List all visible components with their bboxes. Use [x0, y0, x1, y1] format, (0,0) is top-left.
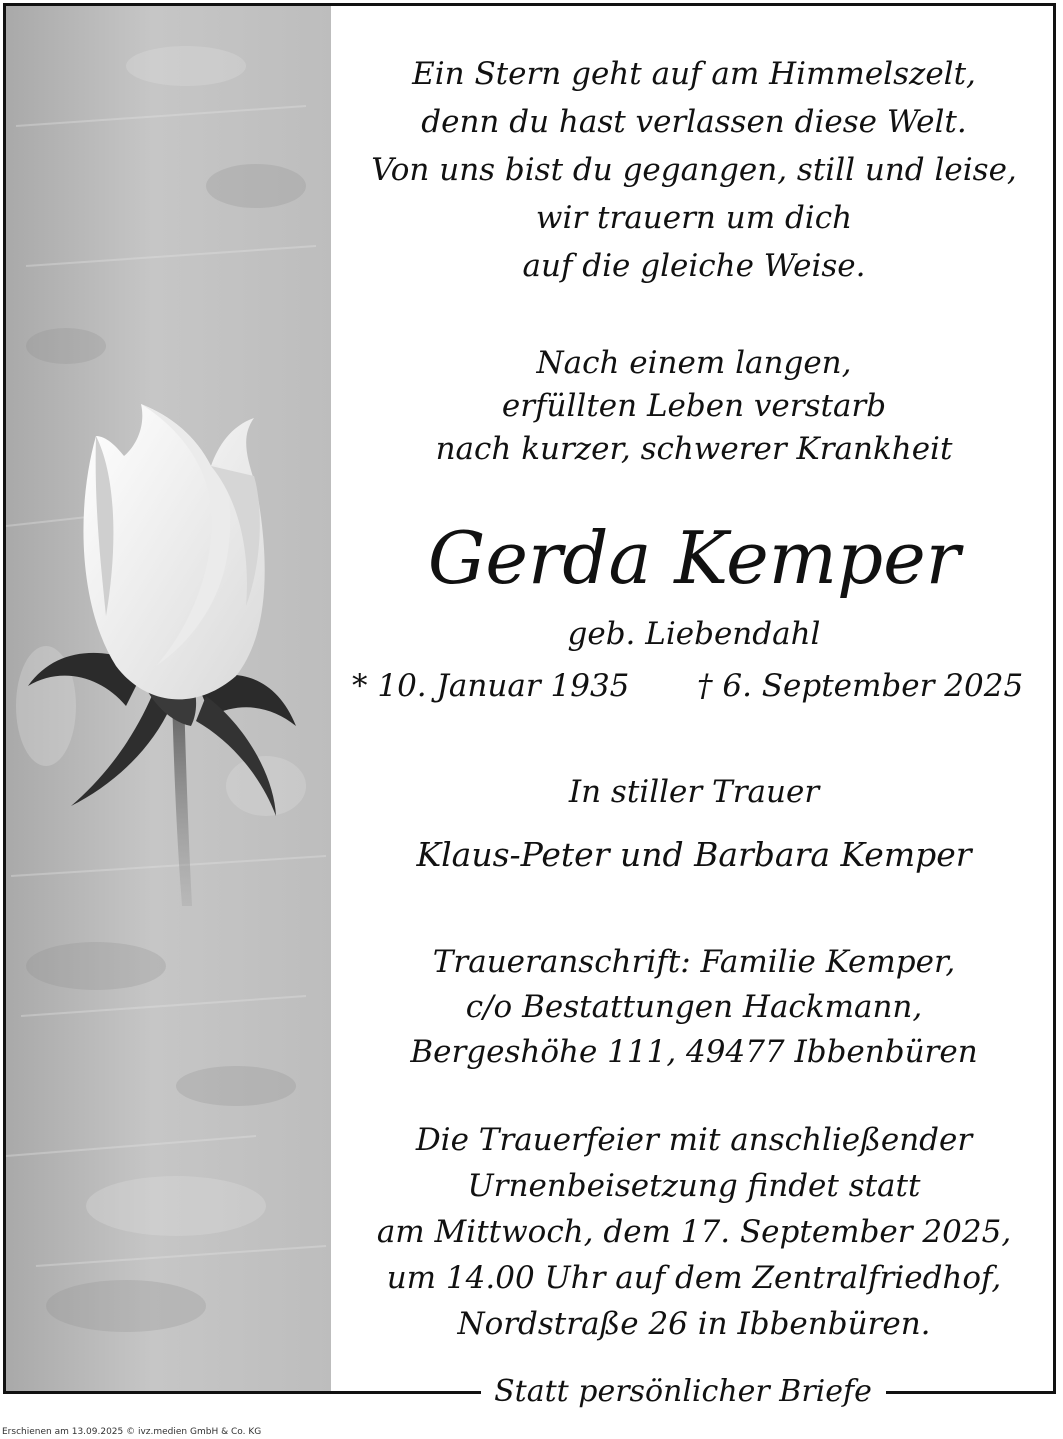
address-line: c/o Bestattungen Hackmann, — [465, 989, 923, 1025]
poem-line: Von uns bist du gegangen, still und leise, — [371, 152, 1017, 188]
ceremony-line: Nordstraße 26 in Ibbenbüren. — [457, 1306, 931, 1342]
ceremony-info — [332, 1117, 1056, 1347]
maiden-name: geb. Liebendahl — [567, 616, 821, 652]
footer-rule-right — [886, 1391, 1056, 1394]
white-rose-bud-icon — [6, 6, 331, 1393]
death-date: † 6. September 2025 — [697, 668, 1024, 704]
rose-photo — [6, 6, 331, 1393]
mourning-address — [332, 940, 1056, 1075]
address-line: Bergeshöhe 111, 49477 Ibbenbüren — [410, 1034, 978, 1070]
intro-line: nach kurzer, schwerer Krankheit — [435, 431, 953, 467]
poem — [332, 50, 1056, 290]
deceased-name: Gerda Kemper — [427, 516, 961, 600]
poem-line: denn du hast verlassen diese Welt. — [421, 104, 967, 140]
intro-line: erfüllten Leben verstarb — [501, 388, 887, 424]
intro-line: Nach einem langen, — [536, 345, 852, 381]
intro-text — [332, 342, 1056, 471]
poem-line: Ein Stern geht auf am Himmelszelt, — [412, 56, 976, 92]
ceremony-line: Die Trauerfeier mit anschließender — [415, 1122, 973, 1158]
publisher-note: Erschienen am 13.09.2025 © ivz.medien GmbH & Co. KG — [2, 1427, 262, 1437]
footer-note: Statt persönlicher Briefe — [494, 1374, 872, 1409]
birth-date: * 10. Januar 1935 — [352, 668, 630, 704]
ceremony-line: Urnenbeisetzung findet statt — [467, 1168, 921, 1204]
address-line: Traueranschrift: Familie Kemper, — [432, 944, 956, 980]
mourning-line: In stiller Trauer — [568, 774, 820, 810]
poem-line: auf die gleiche Weise. — [522, 248, 866, 284]
ceremony-line: um 14.00 Uhr auf dem Zentralfriedhof, — [386, 1260, 1002, 1296]
ceremony-line: am Mittwoch, dem 17. September 2025, — [376, 1214, 1012, 1250]
poem-line: wir trauern um dich — [535, 200, 853, 236]
family-names: Klaus-Peter und Barbara Kemper — [416, 835, 972, 874]
footer-rule-left — [3, 1391, 481, 1394]
